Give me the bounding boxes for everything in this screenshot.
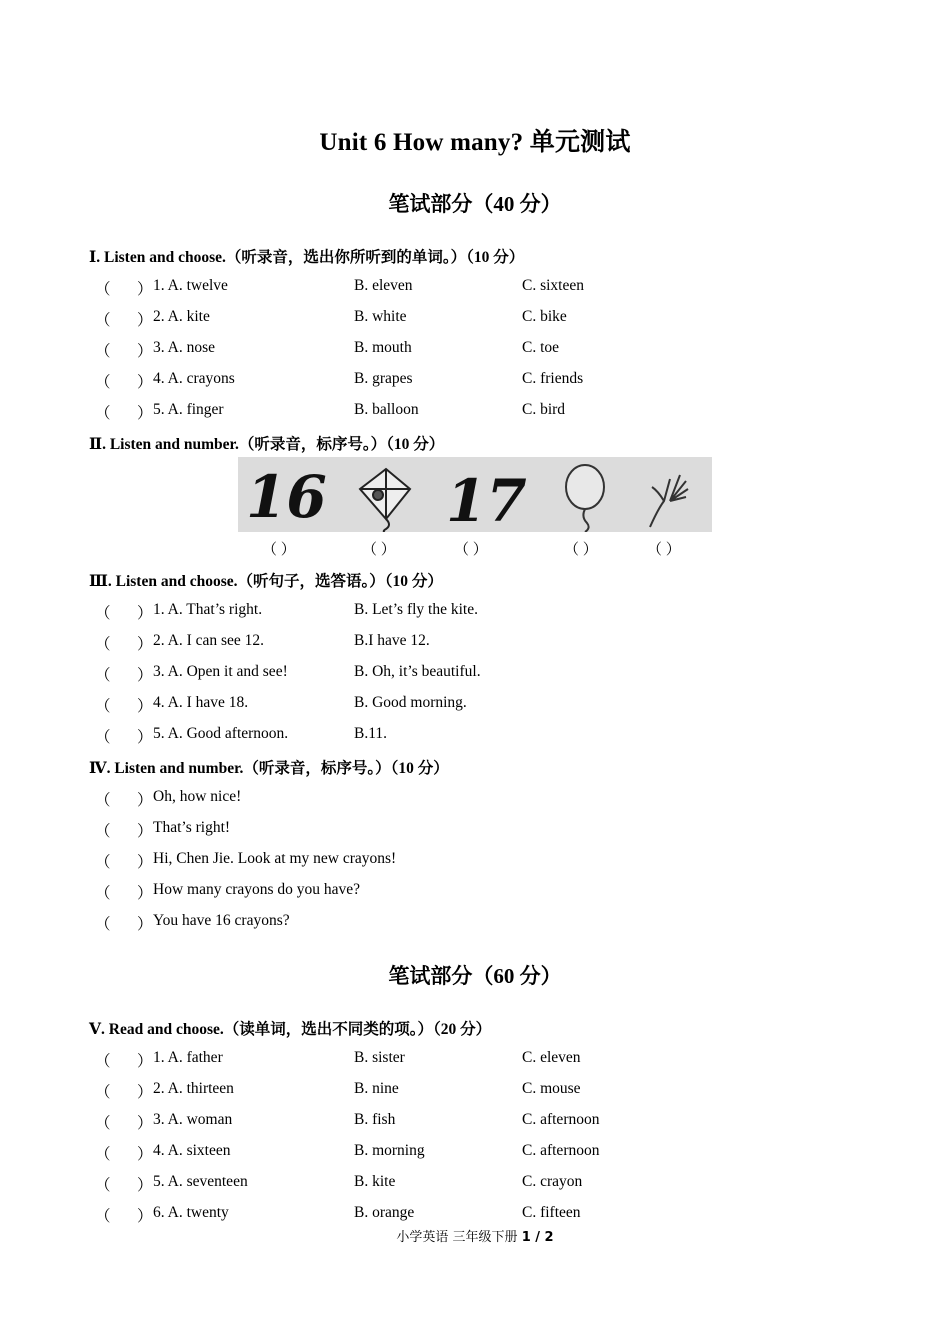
answer-paren-right: ）: [137, 792, 153, 809]
sec5-question-row: [95, 1111, 795, 1133]
answer-paren-right: ）: [137, 636, 153, 653]
sec3-question-row: [95, 601, 795, 623]
option-c: C. afternoon: [522, 1111, 600, 1128]
option-b: B. Let’s fly the kite.: [354, 601, 478, 618]
sentence-text: Hi, Chen Jie. Look at my new crayons!: [153, 850, 397, 867]
picture-1-answer[interactable]: （ ）: [262, 542, 296, 558]
option-a: 2. A. thirteen: [153, 1080, 234, 1097]
option-b: B.11.: [354, 725, 388, 742]
option-a: 5. A. seventeen: [153, 1173, 248, 1190]
sec3-question-row: [95, 694, 795, 716]
answer-paren-right: ）: [137, 916, 153, 933]
answer-paren-left[interactable]: （: [95, 1146, 111, 1163]
option-c: C. friends: [522, 370, 584, 387]
option-a: 2. A. I can see 12.: [153, 632, 265, 649]
sec4-sentence-row: [95, 788, 795, 810]
answer-paren-left[interactable]: （: [95, 1084, 111, 1101]
answer-paren-right: ）: [137, 405, 153, 422]
answer-paren-right: ）: [137, 374, 153, 391]
option-a: 3. A. Open it and see!: [153, 663, 288, 680]
option-b: B. mouth: [354, 339, 412, 356]
answer-paren-left[interactable]: （: [95, 667, 111, 684]
page-title: Unit 6 How many? 单元测试: [319, 129, 631, 156]
answer-paren-left[interactable]: （: [95, 1115, 111, 1132]
sec5-question-row: [95, 1142, 795, 1164]
answer-paren-left[interactable]: （: [95, 698, 111, 715]
answer-paren-left[interactable]: （: [95, 854, 111, 871]
sec5-question-row: [95, 1080, 795, 1102]
sec3-question-row: [95, 725, 795, 747]
option-a: 2. A. kite: [153, 308, 210, 325]
picture-3-answer[interactable]: （ ）: [454, 542, 488, 558]
page-number: 1 / 2: [521, 1230, 554, 1245]
option-c: C. eleven: [522, 1049, 581, 1066]
section-4-heading: Ⅳ. Listen and number.（听录音，标序号。）（10 分）: [89, 760, 449, 777]
option-a: 4. A. sixteen: [153, 1142, 231, 1159]
answer-paren-right: ）: [137, 312, 153, 329]
answer-paren-right: ）: [137, 698, 153, 715]
picture-strip: [238, 457, 712, 532]
option-b: B. balloon: [354, 401, 419, 418]
part-title-60: 笔试部分（60 分）: [388, 964, 562, 988]
sentence-text: How many crayons do you have?: [153, 881, 361, 898]
picture-2-answer[interactable]: （ ）: [362, 542, 396, 558]
section-5-heading: Ⅴ. Read and choose.（读单词，选出不同类的项。）（20 分）: [89, 1021, 492, 1038]
option-b: B. orange: [354, 1204, 415, 1221]
option-b: B. morning: [354, 1142, 425, 1159]
sec1-question-row: [95, 401, 795, 423]
option-b: B. kite: [354, 1173, 396, 1190]
answer-paren-right: ）: [137, 281, 153, 298]
option-b: B.I have 12.: [354, 632, 430, 649]
option-b: B. fish: [354, 1111, 396, 1128]
option-c: C. crayon: [522, 1173, 583, 1190]
option-b: B. grapes: [354, 370, 413, 387]
option-a: 6. A. twenty: [153, 1204, 229, 1221]
answer-paren-right: ）: [137, 885, 153, 902]
option-a: 1. A. father: [153, 1049, 223, 1066]
section-2-heading: Ⅱ. Listen and number.（听录音，标序号。）（10 分）: [89, 436, 445, 453]
part-title-40: 笔试部分（40 分）: [388, 192, 562, 216]
answer-paren-left[interactable]: （: [95, 1208, 111, 1225]
sec3-question-row: [95, 663, 795, 685]
answer-paren-right: ）: [137, 667, 153, 684]
option-a: 3. A. nose: [153, 339, 215, 356]
answer-paren-right: ）: [137, 1084, 153, 1101]
footer-text: 小学英语 三年级下册: [396, 1230, 522, 1245]
answer-paren-left[interactable]: （: [95, 1053, 111, 1070]
option-c: C. fifteen: [522, 1204, 581, 1221]
answer-paren-left[interactable]: （: [95, 916, 111, 933]
sec3-question-row: [95, 632, 795, 654]
section-3-heading: Ⅲ. Listen and choose.（听句子，选答语。）（10 分）: [89, 573, 443, 590]
sentence-text: You have 16 crayons?: [153, 912, 290, 929]
option-b: B. eleven: [354, 277, 413, 294]
option-a: 1. A. That’s right.: [153, 601, 263, 618]
number-17-picture: 17: [446, 467, 527, 532]
answer-paren-left[interactable]: （: [95, 312, 111, 329]
picture-5-answer[interactable]: （ ）: [647, 542, 681, 558]
option-a: 1. A. twelve: [153, 277, 228, 294]
option-b: B. nine: [354, 1080, 399, 1097]
sec1-question-row: [95, 308, 795, 330]
sec4-sentence-row: [95, 912, 795, 934]
option-c: C. sixteen: [522, 277, 584, 294]
answer-paren-left[interactable]: （: [95, 281, 111, 298]
answer-paren-left[interactable]: （: [95, 1177, 111, 1194]
option-a: 5. A. Good afternoon.: [153, 725, 289, 742]
balloon-icon: [566, 465, 604, 532]
answer-paren-right: ）: [137, 854, 153, 871]
picture-4-answer[interactable]: （ ）: [564, 542, 598, 558]
answer-paren-left[interactable]: （: [95, 729, 111, 746]
option-a: 4. A. I have 18.: [153, 694, 249, 711]
option-c: C. toe: [522, 339, 560, 356]
sec1-question-row: [95, 370, 795, 392]
kite-icon: [360, 469, 410, 532]
answer-paren-right: ）: [137, 1053, 153, 1070]
option-b: B. Good morning.: [354, 694, 467, 711]
answer-paren-left[interactable]: （: [95, 343, 111, 360]
answer-paren-right: ）: [137, 1208, 153, 1225]
option-b: B. sister: [354, 1049, 405, 1066]
sec4-sentence-row: [95, 881, 795, 903]
answer-paren-right: ）: [137, 1177, 153, 1194]
answer-paren-left[interactable]: （: [95, 374, 111, 391]
answer-paren-right: ）: [137, 343, 153, 360]
answer-paren-left[interactable]: （: [95, 792, 111, 809]
sec1-question-row: [95, 339, 795, 361]
sentence-text: Oh, how nice!: [153, 788, 242, 805]
sec5-question-row: [95, 1204, 795, 1226]
option-b: B. Oh, it’s beautiful.: [354, 663, 481, 680]
answer-paren-left[interactable]: （: [95, 636, 111, 653]
option-a: 4. A. crayons: [153, 370, 235, 387]
answer-paren-right: ）: [137, 605, 153, 622]
answer-paren-left[interactable]: （: [95, 605, 111, 622]
answer-paren-right: ）: [137, 1115, 153, 1132]
section-1-heading: Ⅰ. Listen and choose.（听录音，选出你所听到的单词。）（10 分）: [89, 249, 525, 266]
option-a: 5. A. finger: [153, 401, 224, 418]
sec5-question-row: [95, 1049, 795, 1071]
answer-paren-right: ）: [137, 729, 153, 746]
sec4-sentence-row: [95, 819, 795, 841]
hand-icon: [650, 475, 688, 527]
answer-paren-right: ）: [137, 1146, 153, 1163]
answer-paren-left[interactable]: （: [95, 405, 111, 422]
sentence-text: That’s right!: [153, 819, 231, 836]
answer-paren-right: ）: [137, 823, 153, 840]
option-c: C. bird: [522, 401, 566, 418]
option-a: 3. A. woman: [153, 1111, 233, 1128]
option-c: C. bike: [522, 308, 567, 325]
option-c: C. afternoon: [522, 1142, 600, 1159]
sec1-question-row: [95, 277, 795, 299]
answer-paren-left[interactable]: （: [95, 823, 111, 840]
sec5-question-row: [95, 1173, 795, 1195]
number-16-picture: 16: [246, 463, 327, 531]
page-footer: [0, 1226, 950, 1245]
option-b: B. white: [354, 308, 407, 325]
sec4-sentence-row: [95, 850, 795, 872]
option-c: C. mouse: [522, 1080, 581, 1097]
answer-paren-left[interactable]: （: [95, 885, 111, 902]
